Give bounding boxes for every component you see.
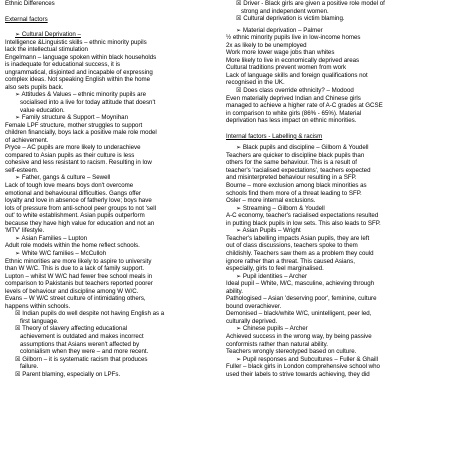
left-text-line: Evans – W W/C street culture of intimidating others, <box>5 295 146 303</box>
left-text-line: ☒ Indian pupils do well despite not having English as a <box>15 310 165 318</box>
right-text-line: ☒ Cultural deprivation is victim blaming. <box>236 15 345 23</box>
left-text-line: assumptions that Asians weren't affected by <box>20 340 140 348</box>
left-text-line: ➢ Asian Families – Lupton <box>15 234 88 242</box>
left-text-line: compared to Asian pupils as their culture is less <box>5 151 135 159</box>
right-text-line: Fuller – black girls in London comprehensive school who <box>226 363 380 371</box>
right-text-line: ½ ethnic minority pupils live in low-income homes <box>226 34 361 42</box>
left-text-line: comparison to Pakistanis but teachers reported poorer <box>5 280 153 288</box>
left-text-line: achievement is outdated and makes incorrect <box>20 332 144 340</box>
right-text-line: ☒ Does class override ethnicity? – Modood <box>236 87 354 95</box>
left-text-line: ungrammatical, disjointed and incapable of expressing <box>5 68 153 76</box>
right-text-line: ➢ Black pupils and discipline – Gilborn & Youdell <box>236 144 369 152</box>
left-text-line: children financially, boys lack a positive male role model <box>5 129 157 137</box>
left-column <box>5 0 223 378</box>
right-text-line: childishly. Teachers saw them as a problem they could <box>226 249 374 257</box>
left-text-line: External factors <box>5 15 48 23</box>
right-text-line: Ideal pupil – White, M/C, masculine, achieving through <box>226 280 375 288</box>
right-text-line: Work more lower wage jobs than whites <box>226 49 335 57</box>
right-text-line: others for the same behaviour. This is a result of <box>226 159 357 167</box>
right-text-line: Bourne – more exclusion among black minorities as <box>226 182 367 190</box>
left-text-line: colonialism when they were – and more recent. <box>20 348 149 356</box>
right-column <box>226 0 444 378</box>
right-text-line: Pathologised – Asian 'deserving poor', feminine, culture <box>226 295 377 303</box>
left-text-line: value education. <box>20 106 65 114</box>
right-text-line: in comparison to white girls (86% - 65%). Material <box>226 109 362 117</box>
left-text-line: lack the intellectual stimulation <box>5 46 88 54</box>
right-text-line: ignore rather than a threat. This caused Asians, <box>226 257 355 265</box>
left-text-line: ☒ Parent blaming, especially on LPFs. <box>15 370 121 378</box>
right-text-line: managed to achieve a higher rate of A-C grades at GCSE <box>226 102 383 110</box>
right-text-line: conformists rather than natural ability. <box>226 340 328 348</box>
right-text-line: bound overachiever. <box>226 302 282 310</box>
left-text-line: ➢ Family structure & Support – Moynihan <box>15 114 128 122</box>
left-text-line: than W W/C. This is due to a lack of family support. <box>5 265 145 273</box>
right-text-line: Achieved success in the wrong way, by being passive <box>226 332 372 340</box>
left-text-line: lots of pressure from anti-school peer groups to not 'sell <box>5 204 157 212</box>
spacer <box>226 125 444 133</box>
left-text-line: Adult role models within the home reflect schools. <box>5 242 140 250</box>
left-text-line: ➢ White W/C families – McCulloh <box>15 249 107 257</box>
right-text-line: out of class discussions, teachers spoke to them <box>226 242 358 250</box>
left-text-line: levels of behaviour and discipline among W W/C. <box>5 287 139 295</box>
right-text-line: strong and independent women. <box>241 7 329 15</box>
left-text-line: Lack of tough love means boys don't overcome <box>5 182 134 190</box>
right-text-line: ➢ Chinese pupils – Archer <box>236 325 308 333</box>
spacer <box>5 8 223 16</box>
right-text-line: Even materially deprived Indian and Chinese girls <box>226 94 361 102</box>
right-text-line: culturally deprived. <box>226 317 278 325</box>
left-text-line: self-esteem. <box>5 166 39 174</box>
left-text-line: Ethnic minorities are more likely to aspire to university <box>5 257 152 265</box>
right-text-line: ability. <box>226 287 243 295</box>
right-text-line: teacher's 'racialised expectations', teachers expected <box>226 166 371 174</box>
left-text-line: also sets pupils back. <box>5 83 64 91</box>
right-text-line: Cultural traditions prevent women from work <box>226 64 347 72</box>
right-text-line: Teacher's labelling impacts Asian pupils, they are left <box>226 234 370 242</box>
left-text-line: Engelmann – language spoken within black households <box>5 53 157 61</box>
right-text-line: More likely to live in economically deprived areas <box>226 56 360 64</box>
left-text-line: Ethnic Differences <box>5 0 55 7</box>
right-text-line: Osler – more internal exclusions. <box>226 197 316 205</box>
right-text-line: recognised in the UK. <box>226 79 285 87</box>
right-text-line: ➢ Pupil identities – Archer <box>236 272 308 280</box>
left-text-line: first language. <box>20 317 59 325</box>
left-text-line: Lupton – whilst W W/C had fewer free school meals in <box>5 272 153 280</box>
left-text-line: Intelligence &Linguistic skills – ethnic minority pupils <box>5 38 147 46</box>
right-text-line: Teachers are quicker to discipline black pupils than <box>226 151 365 159</box>
right-text-line: schools find them more of a threat leading to SFP. <box>226 189 362 197</box>
right-text-line: Internal factors - Labelling & racism <box>226 132 323 140</box>
right-text-line: ➢ Material deprivation – Palmer <box>236 26 323 34</box>
right-text-line: ☒ Driver - Black girls are given a positive role model of <box>236 0 385 7</box>
right-text-line: ➢ Pupil responses and Subcultures – Fuller & Ghaill <box>236 355 379 363</box>
left-text-line: ➢ Cultural Deprivation – <box>15 31 81 39</box>
left-text-line: of achievement. <box>5 136 49 144</box>
left-text-line: cohesive and less resistant to racism. Resulting in low <box>5 159 152 167</box>
spacer <box>5 23 223 31</box>
right-text-line: Teachers wrongly stereotyped based on culture. <box>226 348 357 356</box>
left-text-line: emotional and behavioural difficulties. Gangs offer <box>5 189 141 197</box>
right-text-line: deprivation has less impact on ethnic minorities. <box>226 117 357 125</box>
left-text-line: socialised into a live for today attitude that doesn't <box>20 99 156 107</box>
left-text-line: happens within schools. <box>5 302 71 310</box>
left-text-line: loyalty and love in absence of fatherly love; boys have <box>5 197 152 205</box>
right-text-line: in putting black pupils in low sets. This also leads to SFP. <box>226 219 381 227</box>
left-text-line: ☒ Gilborn – it is systematic racism that produces <box>15 355 148 363</box>
left-text-line: because they have high value for education and not an <box>5 219 155 227</box>
right-text-line: Demonised – black/white W/C, unintelligent, peer led, <box>226 310 372 318</box>
left-text-line: out' to white establishment. Asian pupils outperform <box>5 212 145 220</box>
left-text-line: complex ideas. Not speaking English within the home <box>5 76 151 84</box>
left-text-line: ➢ Father, gangs & culture – Sewell <box>15 174 111 182</box>
right-text-line: ➢ Streaming – Gilborn & Youdell <box>236 204 325 212</box>
right-text-line: Lack of language skills and foreign qualifications not <box>226 71 368 79</box>
right-text-line: A-C economy, teacher's racialised expectations resulted <box>226 212 379 220</box>
left-text-line: Pryce – AC pupils are more likely to underachieve <box>5 144 141 152</box>
left-text-line: Female LPF structure, mother struggles to support <box>5 121 143 129</box>
left-text-line: 'MTV' lifestyle. <box>5 227 45 235</box>
right-text-line: especially, girls to feel marginalised. <box>226 265 324 273</box>
right-text-line: used their labels to strive towards achieving, they did <box>226 370 370 378</box>
left-text-line: failure. <box>20 363 39 371</box>
left-text-line: ➢ Attitudes & Values – ethnic minority pupils are <box>15 91 146 99</box>
left-text-line: is inadequate for educational success, it is <box>5 61 121 69</box>
right-text-line: 2x as likely to be unemployed <box>226 41 307 49</box>
right-text-line: ➢ Asian Pupils – Wright <box>236 227 301 235</box>
left-text-line: ☒ Theory of slavery affecting educational <box>15 325 128 333</box>
right-text-line: and misinterpreted behaviour resulting in a SFP. <box>226 174 357 182</box>
